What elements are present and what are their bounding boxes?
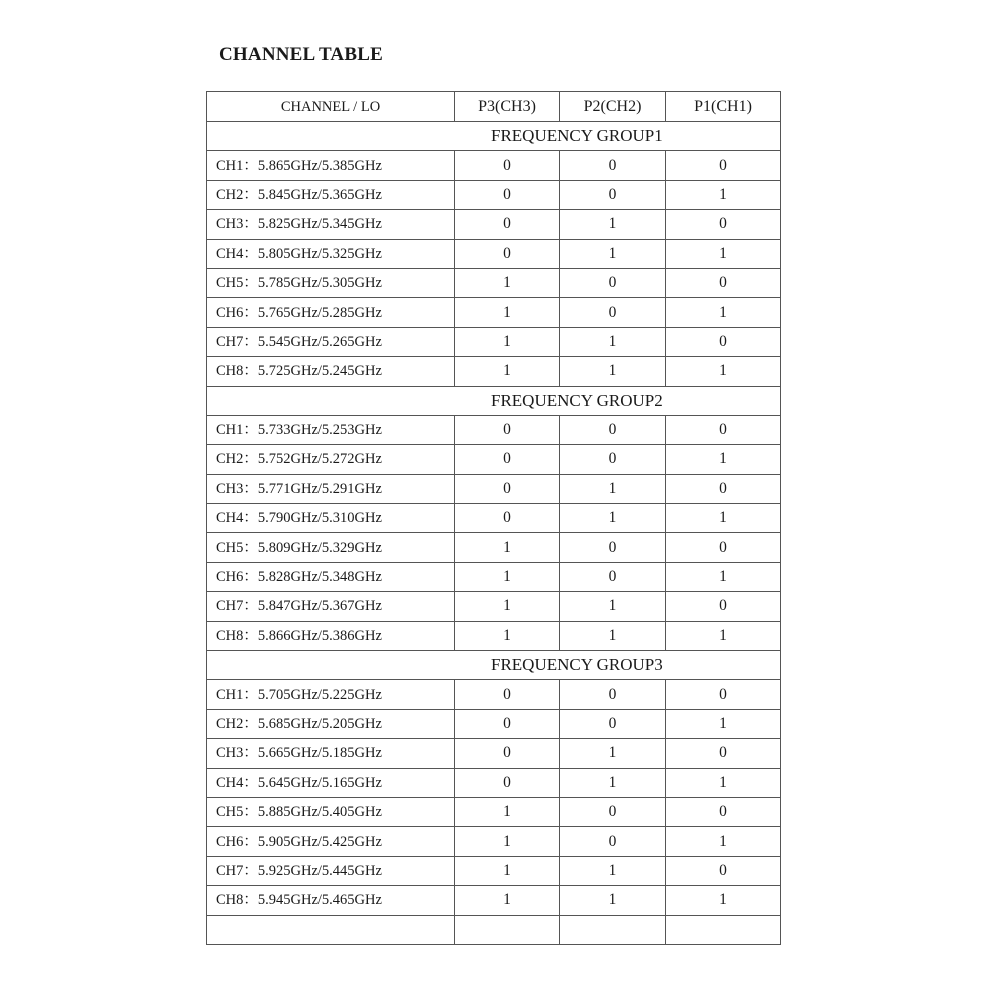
table-row <box>207 504 781 533</box>
p1-value: 0 <box>666 856 781 885</box>
p1-value: 0 <box>666 797 781 826</box>
p3-value: 1 <box>455 357 560 386</box>
group-header-row <box>207 651 781 680</box>
empty-cell <box>207 915 455 944</box>
p2-value: 0 <box>560 827 666 856</box>
p2-value: 0 <box>560 709 666 738</box>
p1-value: 0 <box>666 210 781 239</box>
table-row <box>207 415 781 444</box>
p2-value: 0 <box>560 298 666 327</box>
table-row <box>207 621 781 650</box>
p1-value: 0 <box>666 327 781 356</box>
p2-value: 1 <box>560 474 666 503</box>
p1-value: 0 <box>666 680 781 709</box>
p1-value: 0 <box>666 592 781 621</box>
p2-value: 0 <box>560 268 666 297</box>
p1-value: 1 <box>666 239 781 268</box>
p3-value: 0 <box>455 768 560 797</box>
p1-value: 0 <box>666 151 781 180</box>
channel-label: CH2：5.845GHz/5.365GHz <box>207 180 455 209</box>
p1-value: 0 <box>666 739 781 768</box>
channel-label: CH8：5.866GHz/5.386GHz <box>207 621 455 650</box>
p3-value: 0 <box>455 180 560 209</box>
channel-label: CH5：5.885GHz/5.405GHz <box>207 797 455 826</box>
p3-value: 0 <box>455 474 560 503</box>
p2-value: 0 <box>560 680 666 709</box>
channel-label: CH3：5.665GHz/5.185GHz <box>207 739 455 768</box>
p3-value: 1 <box>455 856 560 885</box>
p1-value: 1 <box>666 298 781 327</box>
group-header-row <box>207 122 781 151</box>
p1-value: 1 <box>666 827 781 856</box>
table-row <box>207 210 781 239</box>
table-row <box>207 180 781 209</box>
p3-value: 1 <box>455 298 560 327</box>
empty-cell <box>666 915 781 944</box>
header-channel-lo: CHANNEL / LO <box>207 92 455 122</box>
channel-label: CH4：5.645GHz/5.165GHz <box>207 768 455 797</box>
p2-value: 0 <box>560 562 666 591</box>
empty-cell <box>560 915 666 944</box>
p2-value: 1 <box>560 856 666 885</box>
table-row <box>207 268 781 297</box>
p2-value: 0 <box>560 151 666 180</box>
empty-cell <box>455 915 560 944</box>
p2-value: 1 <box>560 504 666 533</box>
table-row <box>207 886 781 915</box>
channel-label: CH7：5.925GHz/5.445GHz <box>207 856 455 885</box>
channel-label: CH1：5.705GHz/5.225GHz <box>207 680 455 709</box>
header-p1: P1(CH1) <box>666 92 781 122</box>
p2-value: 1 <box>560 739 666 768</box>
p3-value: 1 <box>455 327 560 356</box>
channel-table <box>206 91 781 945</box>
table-row <box>207 709 781 738</box>
p2-value: 1 <box>560 239 666 268</box>
p1-value: 0 <box>666 415 781 444</box>
channel-label: CH8：5.945GHz/5.465GHz <box>207 886 455 915</box>
p3-value: 0 <box>455 210 560 239</box>
header-p3: P3(CH3) <box>455 92 560 122</box>
p1-value: 1 <box>666 709 781 738</box>
channel-label: CH6：5.765GHz/5.285GHz <box>207 298 455 327</box>
p3-value: 0 <box>455 504 560 533</box>
channel-table-body <box>207 92 781 945</box>
table-row <box>207 327 781 356</box>
p1-value: 1 <box>666 180 781 209</box>
p1-value: 0 <box>666 533 781 562</box>
p1-value: 1 <box>666 445 781 474</box>
table-row <box>207 856 781 885</box>
group-title: FREQUENCY GROUP3 <box>207 651 781 680</box>
p3-value: 0 <box>455 709 560 738</box>
p1-value: 1 <box>666 504 781 533</box>
p3-value: 1 <box>455 533 560 562</box>
channel-label: CH6：5.828GHz/5.348GHz <box>207 562 455 591</box>
p1-value: 1 <box>666 621 781 650</box>
table-row <box>207 768 781 797</box>
p3-value: 0 <box>455 680 560 709</box>
p1-value: 1 <box>666 562 781 591</box>
p2-value: 0 <box>560 797 666 826</box>
channel-label: CH2：5.685GHz/5.205GHz <box>207 709 455 738</box>
table-row <box>207 474 781 503</box>
group-title: FREQUENCY GROUP1 <box>207 122 781 151</box>
p2-value: 0 <box>560 533 666 562</box>
table-row <box>207 298 781 327</box>
p3-value: 1 <box>455 592 560 621</box>
p1-value: 0 <box>666 268 781 297</box>
channel-label: CH1：5.733GHz/5.253GHz <box>207 415 455 444</box>
p2-value: 1 <box>560 621 666 650</box>
p3-value: 1 <box>455 827 560 856</box>
table-row <box>207 445 781 474</box>
p2-value: 0 <box>560 445 666 474</box>
empty-row <box>207 915 781 944</box>
p3-value: 0 <box>455 739 560 768</box>
channel-label: CH7：5.847GHz/5.367GHz <box>207 592 455 621</box>
table-row <box>207 357 781 386</box>
table-row <box>207 739 781 768</box>
table-row <box>207 797 781 826</box>
table-header-row <box>207 92 781 122</box>
p3-value: 1 <box>455 268 560 297</box>
channel-label: CH8：5.725GHz/5.245GHz <box>207 357 455 386</box>
channel-label: CH5：5.785GHz/5.305GHz <box>207 268 455 297</box>
p2-value: 1 <box>560 768 666 797</box>
table-row <box>207 239 781 268</box>
p2-value: 1 <box>560 327 666 356</box>
table-row <box>207 680 781 709</box>
channel-label: CH4：5.805GHz/5.325GHz <box>207 239 455 268</box>
channel-label: CH2：5.752GHz/5.272GHz <box>207 445 455 474</box>
p2-value: 1 <box>560 886 666 915</box>
p3-value: 1 <box>455 562 560 591</box>
p2-value: 0 <box>560 180 666 209</box>
p2-value: 0 <box>560 415 666 444</box>
p3-value: 0 <box>455 415 560 444</box>
channel-label: CH3：5.825GHz/5.345GHz <box>207 210 455 239</box>
group-header-row <box>207 386 781 415</box>
channel-label: CH7：5.545GHz/5.265GHz <box>207 327 455 356</box>
p3-value: 0 <box>455 445 560 474</box>
p1-value: 1 <box>666 886 781 915</box>
p2-value: 1 <box>560 357 666 386</box>
p1-value: 1 <box>666 768 781 797</box>
table-row <box>207 592 781 621</box>
table-row <box>207 533 781 562</box>
p3-value: 0 <box>455 239 560 268</box>
table-row <box>207 562 781 591</box>
p3-value: 1 <box>455 797 560 826</box>
p2-value: 1 <box>560 592 666 621</box>
header-p2: P2(CH2) <box>560 92 666 122</box>
page-title: CHANNEL TABLE <box>219 44 383 65</box>
p1-value: 1 <box>666 357 781 386</box>
channel-label: CH5：5.809GHz/5.329GHz <box>207 533 455 562</box>
channel-label: CH1：5.865GHz/5.385GHz <box>207 151 455 180</box>
table-row <box>207 827 781 856</box>
p1-value: 0 <box>666 474 781 503</box>
group-title: FREQUENCY GROUP2 <box>207 386 781 415</box>
channel-label: CH3：5.771GHz/5.291GHz <box>207 474 455 503</box>
p2-value: 1 <box>560 210 666 239</box>
p3-value: 1 <box>455 886 560 915</box>
channel-label: CH6：5.905GHz/5.425GHz <box>207 827 455 856</box>
p3-value: 1 <box>455 621 560 650</box>
channel-label: CH4：5.790GHz/5.310GHz <box>207 504 455 533</box>
table-row <box>207 151 781 180</box>
p3-value: 0 <box>455 151 560 180</box>
